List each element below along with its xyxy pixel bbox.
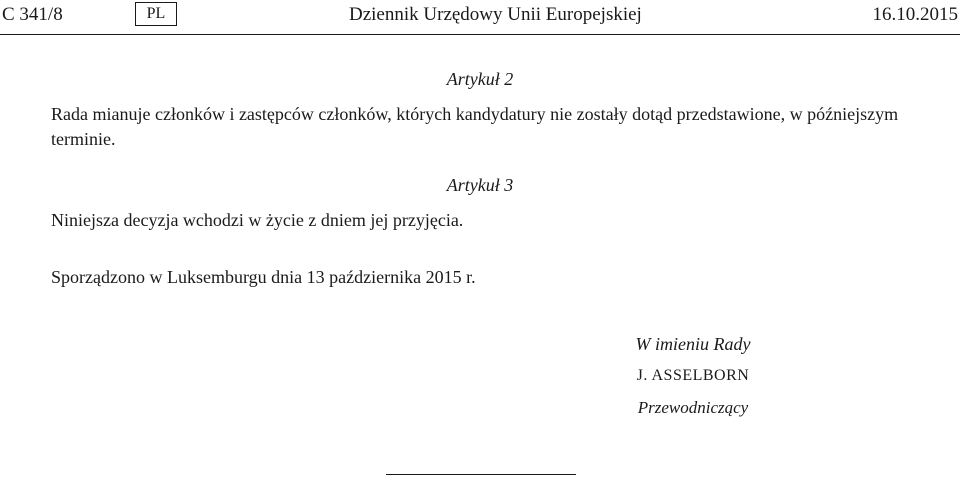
article-2-title: Artykuł 2 — [446, 69, 514, 89]
signatory-name: J. ASSELBORN — [636, 367, 750, 384]
article-3-text: Niniejsza decyzja wchodzi w życie z dniem jej przyjęcia. — [51, 210, 464, 230]
language-badge: PL — [135, 2, 177, 26]
done-at-statement: Sporządzono w Luksemburgu dnia 13 października 2015 r. — [51, 267, 476, 287]
signature-on-behalf: W imieniu Rady — [635, 334, 751, 354]
journal-title: Dziennik Urzędowy Unii Europejskiej — [349, 4, 642, 25]
article-3-title: Artykuł 3 — [446, 175, 514, 195]
signatory-function: Przewodniczący — [637, 398, 749, 417]
article-2-text: Rada mianuje członków i zastępców członków, których kandydatury nie zostały dotąd przedstawione, w późniejszym terminie. — [51, 104, 899, 149]
publication-date: 16.10.2015 — [872, 4, 958, 25]
oj-reference: C 341/8 — [2, 4, 63, 25]
page-header — [0, 0, 960, 35]
footnote-divider — [386, 474, 576, 475]
